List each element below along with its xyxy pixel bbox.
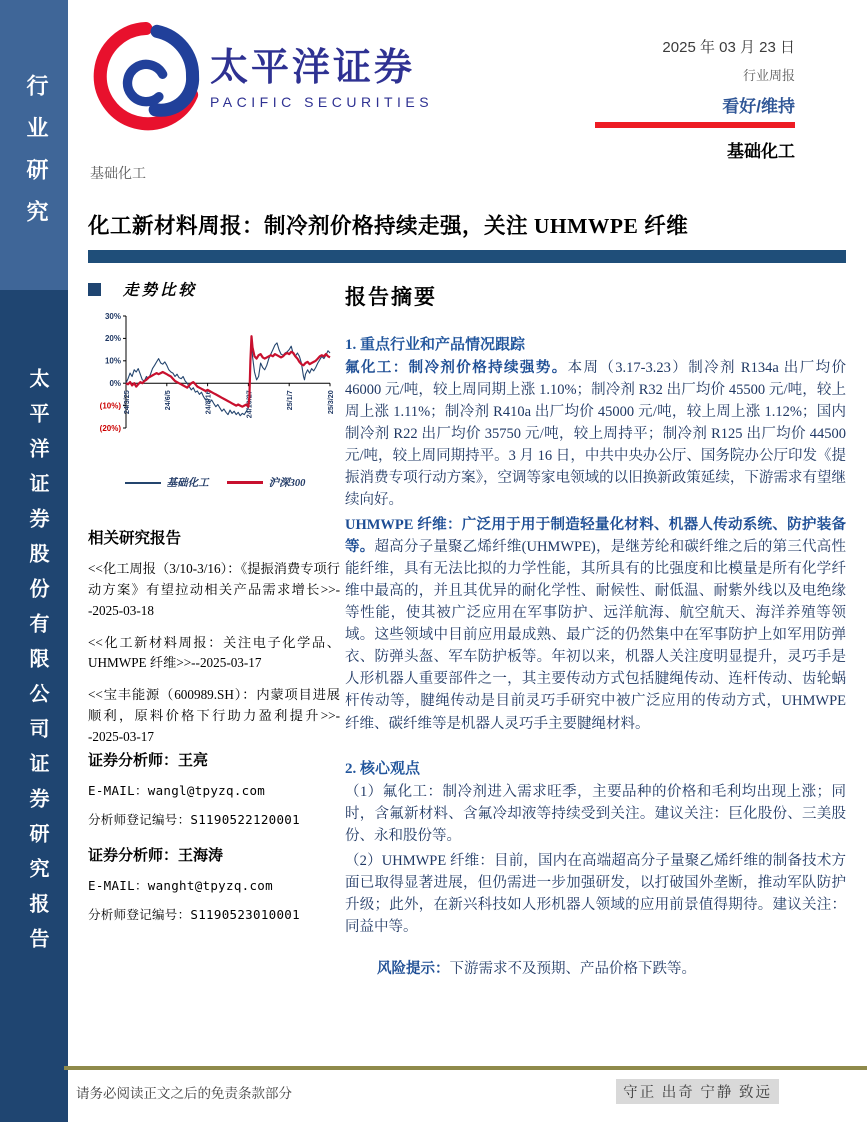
report-date: 2025 年 03 月 23 日 <box>662 39 795 56</box>
logo-english-name: PACIFIC SECURITIES <box>210 93 434 110</box>
section2-title: 2. 核心观点 <box>345 760 421 777</box>
analyst-registration-number: 分析师登记编号：S1190523010001 <box>88 907 300 922</box>
paragraph-fluorochemical <box>345 357 846 511</box>
svg-text:30%: 30% <box>104 311 121 321</box>
core-view-1: （1）氟化工：制冷剂进入需求旺季，主要品种的价格和毛利均出现上涨；同时，含氟新材料、含氟冷却液等持续受到关注。建议关注：巨化股份、三美股份、永和股份等。 <box>345 783 846 844</box>
analyst-email: E-MAIL：wangl@tpyzq.com <box>88 783 266 798</box>
svg-text:(20%): (20%) <box>99 423 121 433</box>
industry-tag: 基础化工 <box>90 167 146 182</box>
logo-text <box>210 48 433 110</box>
paragraph-uhmwpe-lead: UHMWPE 纤维：广泛用于用于制造轻量化材料、机器人传动系统、防护装备等。 <box>345 517 846 556</box>
company-logo <box>88 22 433 134</box>
footer-divider-line <box>64 1066 867 1070</box>
related-report-item: <<化工周报（3/10-3/16）：《提振消费专项行动方案》有望拉动相关产品需求增长>>--2025-03-18 <box>88 561 340 618</box>
analyst-block <box>88 844 340 923</box>
summary-column <box>345 281 846 980</box>
svg-text:20%: 20% <box>104 334 121 344</box>
footer-motto: 守正 出奇 宁静 致远 <box>616 1079 779 1104</box>
analyst-email: E-MAIL：wanght@tpyzq.com <box>88 878 273 893</box>
related-report-item: <<宝丰能源（600989.SH）：内蒙项目进展顺利，原料价格下行助力盈利提升>>--2025-03-17 <box>88 687 340 745</box>
core-view-2: （2）UHMWPE 纤维：目前，国内在高端超高分子量聚乙烯纤维的制备技术方面已取得显著进展，但仍需进一步加强研发，以打破国外垄断，推动军队防护升级；此外，在新兴科技如人形机器人领域的应用前景值得期待。建议关注：同益中等。 <box>345 852 846 935</box>
chart-legend <box>92 475 338 490</box>
legend-item-industry <box>125 475 209 490</box>
risk-warning-lead: 风险提示： <box>377 960 450 977</box>
analysts-section <box>88 733 340 923</box>
square-bullet-icon <box>88 283 101 296</box>
paragraph-fluorochemical-lead: 氟化工：制冷剂价格持续强势。 <box>345 360 568 376</box>
analyst-registration-number: 分析师登记编号：S1190522120001 <box>88 812 300 827</box>
legend-line-industry-icon <box>125 482 161 484</box>
summary-heading: 报告摘要 <box>345 285 437 309</box>
paragraph-uhmwpe <box>345 514 846 734</box>
svg-text:24/10/27: 24/10/27 <box>244 390 254 419</box>
legend-item-index <box>227 475 306 490</box>
svg-text:(10%): (10%) <box>99 401 121 411</box>
related-reports-title: 相关研究报告 <box>88 530 182 547</box>
sector-label: 基础化工 <box>727 142 795 161</box>
risk-warning-body: 下游需求不及预期、产品价格下跌等。 <box>449 960 696 977</box>
analyst-block <box>88 749 340 828</box>
legend-label-index: 沪深300 <box>268 478 306 489</box>
trend-chart-block <box>92 306 338 490</box>
header-meta <box>475 36 795 162</box>
svg-text:24/6/5: 24/6/5 <box>162 390 172 411</box>
report-type: 行业周报 <box>742 68 795 83</box>
svg-text:25/3/20: 25/3/20 <box>326 390 335 415</box>
report-title: 化工新材料周报：制冷剂价格持续走强，关注 UHMWPE 纤维 <box>88 214 689 238</box>
red-divider-bar <box>595 122 795 128</box>
svg-text:0%: 0% <box>109 379 121 388</box>
paragraph-uhmwpe-body: 超高分子量聚乙烯纤维(UHMWPE)，是继芳纶和碳纤维之后的第三代高性能纤维，具有无法比拟的力学性能，其所具有的比强度和比模量是所有化学纤维中最高的，并且其优异的耐化学性、耐候性、耐低温、耐紫外线以及电绝缘等性能，使其被广泛应用在军事防护、远洋航海、航空航天、海洋养殖等领域。这些领域中目前应用最成熟、最广泛的仍然集中在军事防护上如军用防弹衣、防弹头盔、军车防护板等。年初以来，机器人关注度明显提升，灵巧手是人形机器人重要部件之一，其主要传动方式包括腱绳传动、连杆传动、齿轮蜗杆传动等，腱绳传动是目前灵巧手研究中被广泛应用的传动方式，UHMWPE 纤维、碳纤维等是机器人灵巧手主要腱绳材料。 <box>345 539 847 732</box>
pacific-securities-logo-icon <box>88 22 200 134</box>
trend-comparison-chart <box>92 306 338 468</box>
left-sidebar <box>0 0 68 1122</box>
svg-text:25/1/7: 25/1/7 <box>285 390 295 411</box>
trend-section-title: 走势比较 <box>123 282 198 299</box>
trend-section-header <box>88 278 197 300</box>
logo-chinese-name: 太平洋证券 <box>210 47 416 89</box>
rating-badge: 看好/维持 <box>722 97 795 116</box>
svg-text:24/8/16: 24/8/16 <box>203 390 213 415</box>
sidebar-company-label: 太平洋证券股份有限公司证券研究报告 <box>26 368 48 963</box>
title-divider-bar <box>88 250 846 263</box>
section1-title: 1. 重点行业和产品情况跟踪 <box>345 337 526 353</box>
svg-text:24/3/25: 24/3/25 <box>122 390 131 415</box>
risk-warning <box>345 958 846 980</box>
svg-text:10%: 10% <box>104 356 121 366</box>
footer-disclaimer: 请务必阅读正文之后的免责条款部分 <box>76 1086 292 1101</box>
related-reports-section <box>88 526 340 748</box>
sidebar-report-category: 行业研究 <box>24 74 49 242</box>
related-report-item: <<化工新材料周报：关注电子化学品、UHMWPE 纤维>>--2025-03-17 <box>88 634 340 671</box>
legend-line-index-icon <box>227 481 263 483</box>
legend-label-industry: 基础化工 <box>166 478 209 489</box>
analyst-name: 证券分析师：王亮 <box>88 753 209 769</box>
analyst-name: 证券分析师：王海涛 <box>88 848 224 864</box>
paragraph-fluorochemical-body: 本周（3.17-3.23）制冷剂 R134a 出厂均价 46000 元/吨，较上周同期上涨 1.10%；制冷剂 R32 出厂均价 45500 元/吨，较上周上涨 1.11%；制冷剂 R410a 出厂均价 45000 元/吨，较上周上涨 1.12%；国内制冷剂 R22 出厂均价 35750 元/吨，较上周持平；制冷剂 R125 出厂均价 44500 元/吨，较上周同期持平。3 月 16 日，中共中央办公厅、国务院办公厅印发《提振消费专项行动方案》，空调等家电领域的以旧换新政策延续，下游需求有望继续向好。 <box>345 360 847 509</box>
